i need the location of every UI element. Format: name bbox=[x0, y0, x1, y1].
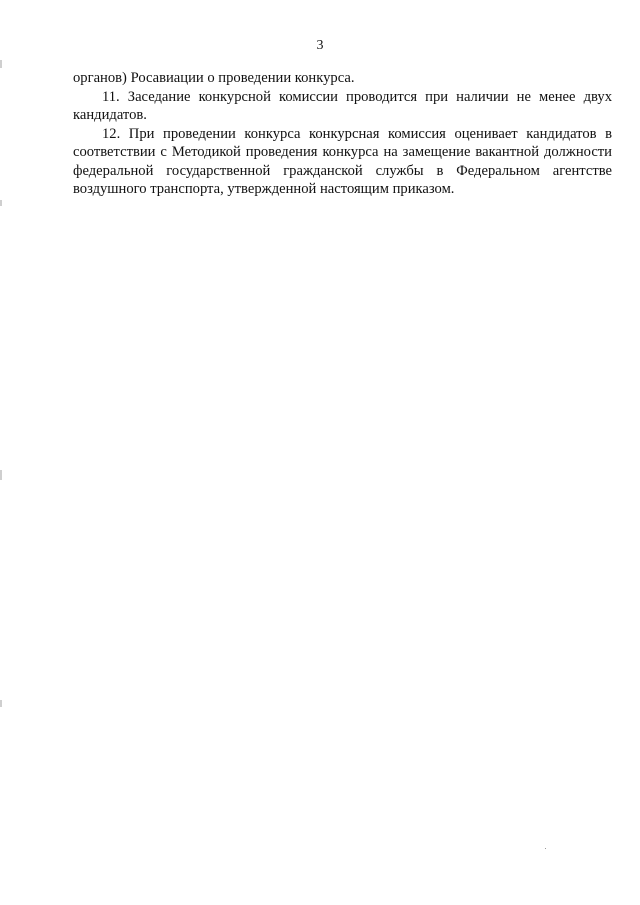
scan-edge-mark bbox=[0, 200, 2, 206]
document-body bbox=[73, 69, 612, 199]
scan-speck bbox=[545, 848, 546, 849]
paragraph-item-11: 11. Заседание конкурсной комиссии проводится при наличии не менее двух кандидатов. bbox=[73, 88, 612, 123]
scan-edge-mark bbox=[0, 470, 2, 480]
scan-edge-mark bbox=[0, 60, 2, 68]
paragraph-continuation: органов) Росавиации о проведении конкурса. bbox=[73, 70, 355, 86]
paragraph-item-12: 12. При проведении конкурса конкурсная комиссия оценивает кандидатов в соответствии с Методикой проведения конкурса на замещение вакантной должности федеральной государственной гражданской службы в Федеральном агентстве воздушного транспорта, утвержденной настоящим приказом. bbox=[73, 125, 612, 197]
page-number: 3 bbox=[316, 38, 324, 53]
scan-edge-mark bbox=[0, 700, 2, 707]
